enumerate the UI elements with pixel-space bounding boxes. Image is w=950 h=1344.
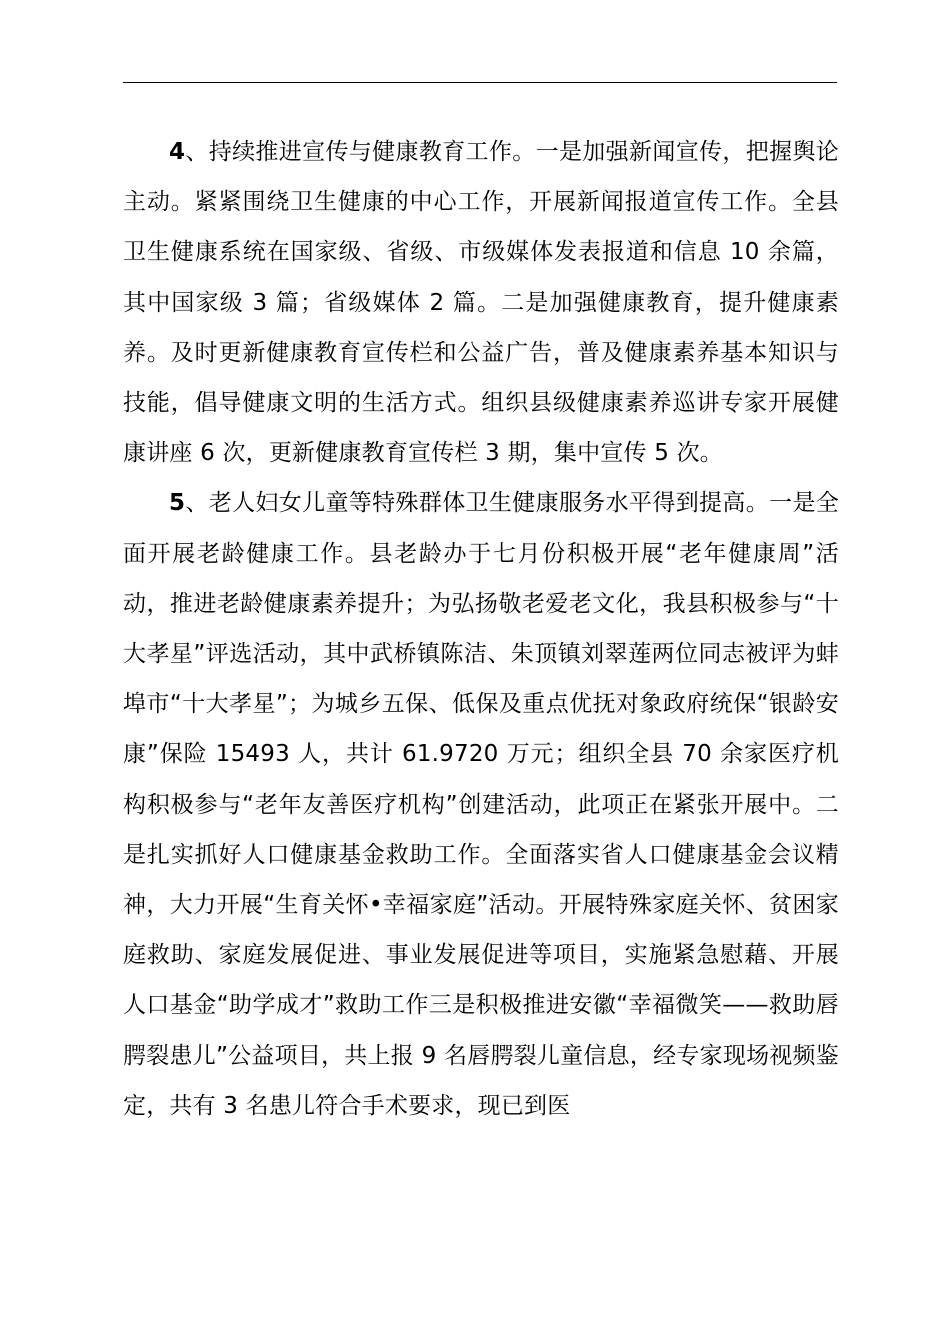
paragraph-number: 4 [169,139,186,165]
paragraph-item-5 [123,478,839,1131]
paragraph-number: 5 [169,490,186,517]
document-body [123,127,839,1131]
paragraph-item-4 [123,127,839,478]
paragraph-text: 、持续推进宣传与健康教育工作。一是加强新闻宣传，把握舆论主动。紧紧围绕卫生健康的中心工作，开展新闻报道宣传工作。全县卫生健康系统在国家级、省级、市级媒体发表报道和信息 10 余篇，其中国家级 3 篇；省级媒体 2 篇。二是加强健康教育，提升健康素养。及时更新健康教育宣传栏和公益广告，普及健康素养基本知识与技能，倡导健康文明的生活方式。组织县级健康素养巡讲专家开展健康讲座 6 次，更新健康教育宣传栏 3 期，集中宣传 5 次。 [123,139,839,467]
header-divider [123,82,837,83]
paragraph-text: 、老人妇女儿童等特殊群体卫生健康服务水平得到提高。一是全面开展老龄健康工作。县老龄办于七月份积极开展“老年健康周”活动，推进老龄健康素养提升；为弘扬敬老爱老文化，我县积极参与“十大孝星”评选活动，其中武桥镇陈洁、朱顶镇刘翠莲两位同志被评为蚌埠市“十大孝星”；为城乡五保、低保及重点优抚对象政府统保“银龄安康”保险 15493 人，共计 61.9720 万元；组织全县 70 余家医疗机构积极参与“老年友善医疗机构”创建活动，此项正在紧张开展中。二是扎实抓好人口健康基金救助工作。全面落实省人口健康基金会议精神，大力开展“生育关怀•幸福家庭”活动。开展特殊家庭关怀、贫困家庭救助、家庭发展促进、事业发展促进等项目，实施紧急慰藉、开展人口基金“助学成才”救助工作三是积极推进安徽“幸福微笑——救助唇腭裂患儿”公益项目，共上报 9 名唇腭裂儿童信息，经专家现场视频鉴定，共有 3 名患儿符合手术要求，现已到医 [123,490,839,1119]
